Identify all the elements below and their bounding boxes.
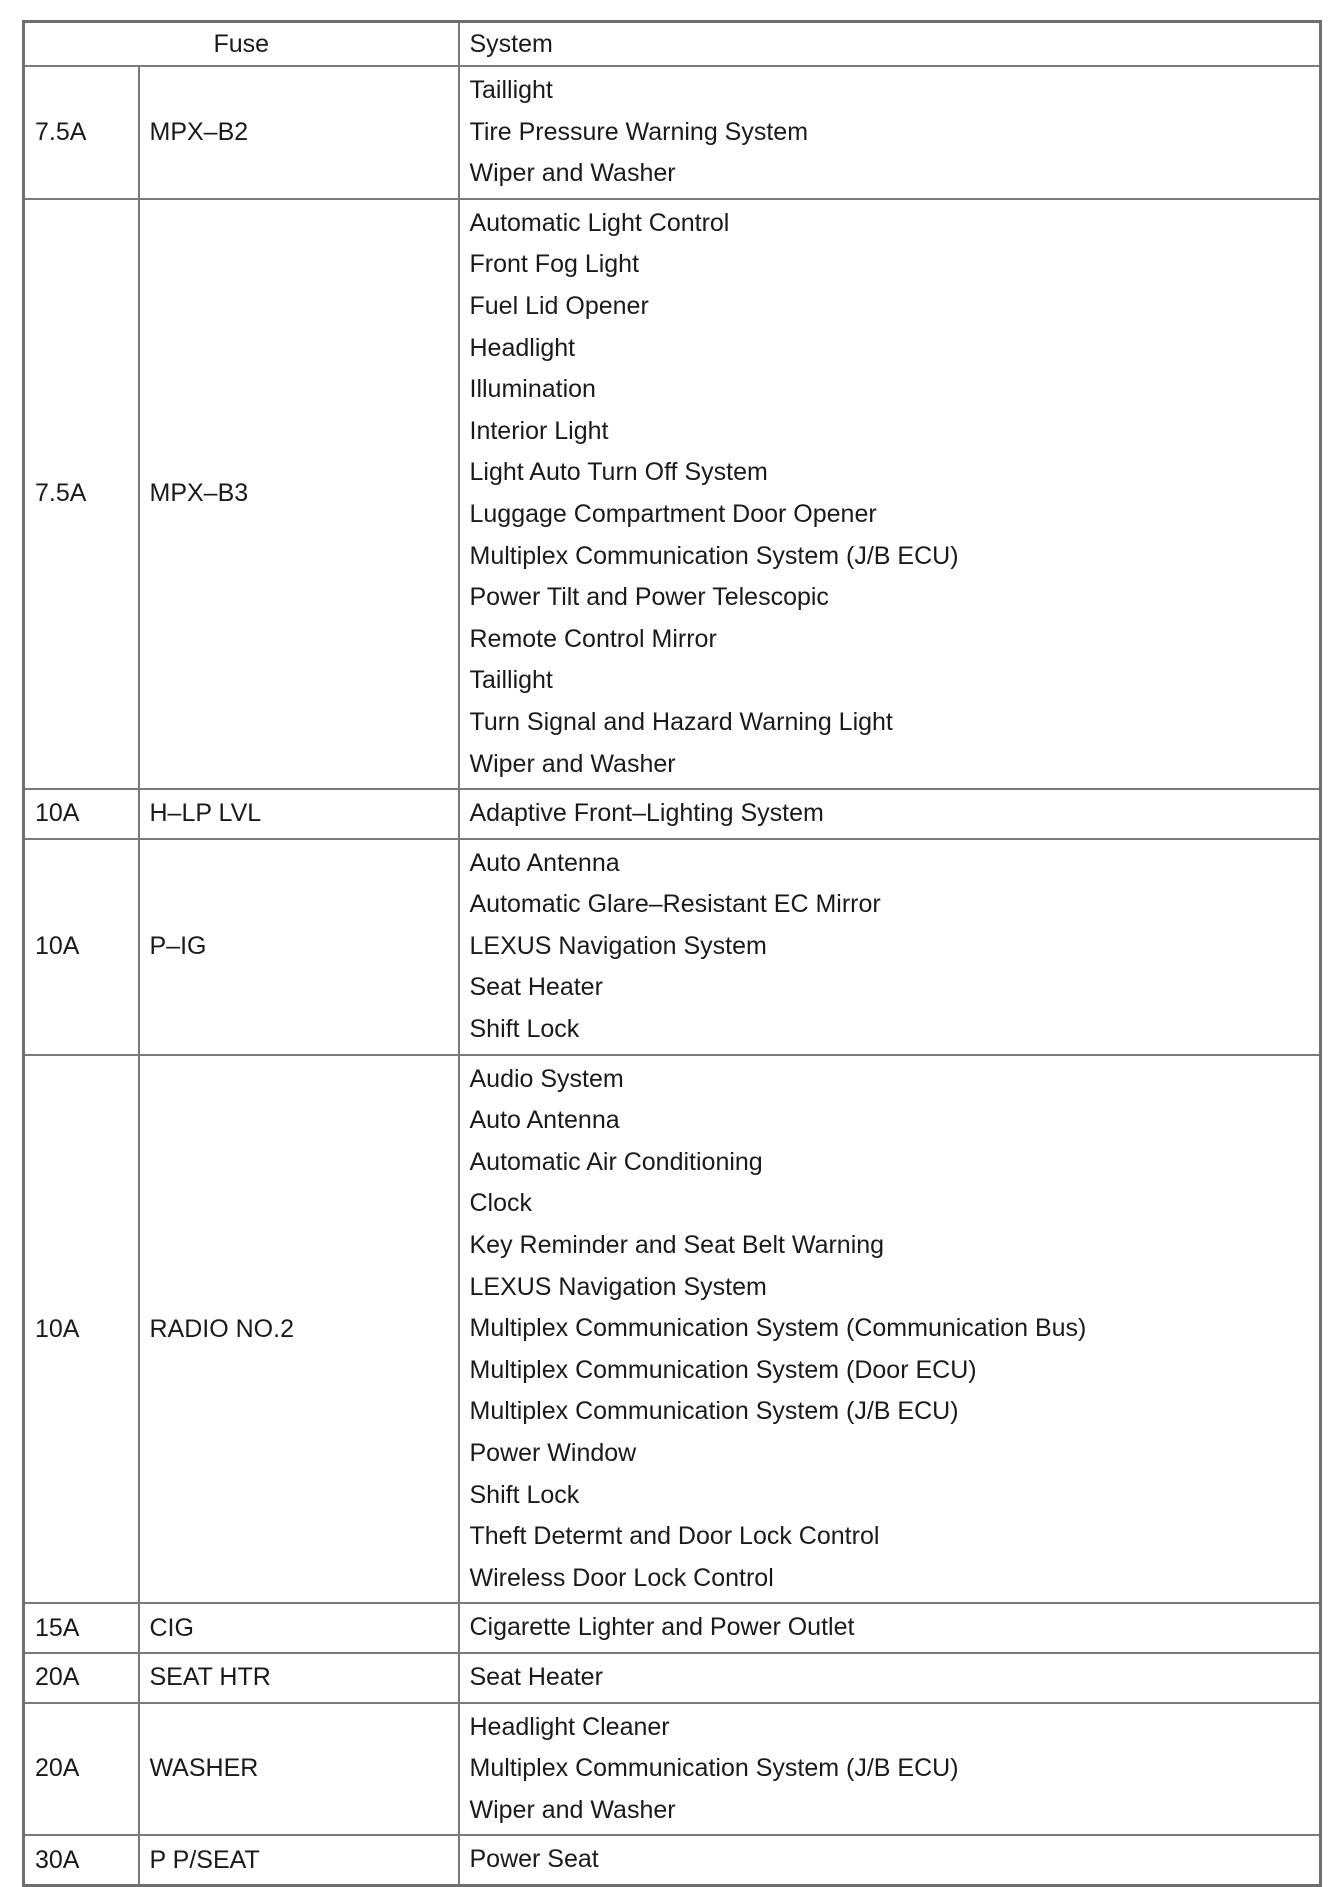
fuse-amperage: 10A [24,789,139,839]
system-list-cell [459,1055,1321,1604]
table-row [24,789,1321,839]
fuse-name: P–IG [139,839,459,1055]
fuse-table [22,20,1322,1887]
system-item: Cigarette Lighter and Power Outlet [469,1613,855,1642]
system-item: Power Seat [469,1845,599,1874]
system-item: Shift Lock [469,1015,580,1044]
system-list-cell [459,1653,1321,1703]
fuse-amperage: 10A [24,839,139,1055]
fuse-name: H–LP LVL [139,789,459,839]
system-item: Multiplex Communication System (Door ECU) [469,1355,977,1384]
table-row [24,1603,1321,1653]
system-item: Auto Antenna [469,1106,620,1135]
system-list-cell [459,1603,1321,1653]
fuse-amperage: 7.5A [24,66,139,199]
system-item: Remote Control Mirror [469,624,717,653]
system-item: LEXUS Navigation System [469,931,767,960]
fuse-amperage: 20A [24,1703,139,1836]
system-list-cell [459,199,1321,789]
system-item: Taillight [469,76,553,104]
system-item: Seat Heater [469,973,603,1002]
system-item: Interior Light [469,416,609,445]
system-item: Wiper and Washer [469,749,676,778]
system-item: Key Reminder and Seat Belt Warning [469,1231,885,1260]
system-item: Illumination [469,375,596,404]
fuse-name: SEAT HTR [139,1653,459,1703]
system-item: Seat Heater [469,1662,603,1691]
system-item: Clock [469,1189,533,1218]
system-item: Theft Determt and Door Lock Control [469,1522,880,1551]
fuse-amperage: 30A [24,1835,139,1885]
system-item: Light Auto Turn Off System [469,458,768,487]
system-list-cell [459,1835,1321,1885]
table-row [24,1653,1321,1703]
header-row [24,22,1321,67]
fuse-name: P P/SEAT [139,1835,459,1885]
system-item: Automatic Air Conditioning [469,1147,763,1176]
system-item: Auto Antenna [469,848,620,877]
table-row [24,839,1321,1055]
system-item: Multiplex Communication System (J/B ECU) [469,1397,959,1426]
system-item: Shift Lock [469,1480,580,1509]
fuse-amperage: 15A [24,1603,139,1653]
fuse-name: RADIO NO.2 [139,1055,459,1604]
fuse-amperage: 7.5A [24,199,139,789]
system-item: Wireless Door Lock Control [469,1563,774,1592]
system-item: Multiplex Communication System (J/B ECU) [469,1754,959,1783]
system-list-cell [459,839,1321,1055]
system-item: Power Window [469,1439,637,1467]
table-row [24,1055,1321,1604]
fuse-name: CIG [139,1603,459,1653]
system-list-cell [459,789,1321,839]
system-column-header: System [459,22,1321,67]
system-item: Front Fog Light [469,250,640,279]
system-list-cell [459,1703,1321,1836]
table-row [24,66,1321,199]
table-row [24,1703,1321,1836]
system-item: LEXUS Navigation System [469,1272,767,1301]
system-item: Headlight [469,333,576,362]
table-row [24,1835,1321,1885]
system-item: Audio System [469,1064,624,1093]
system-item: Automatic Light Control [469,208,730,237]
table-row [24,199,1321,789]
system-item: Automatic Glare–Resistant EC Mirror [469,890,881,919]
fuse-amperage: 20A [24,1653,139,1703]
system-item: Turn Signal and Hazard Warning Light [469,707,893,736]
system-item: Multiplex Communication System (J/B ECU) [469,541,959,570]
fuse-amperage: 10A [24,1055,139,1604]
system-item: Tire Pressure Warning System [469,117,809,146]
fuse-column-header: Fuse [24,22,459,67]
fuse-name: MPX–B3 [139,199,459,789]
system-item: Multiplex Communication System (Communication Bus) [469,1314,1087,1343]
system-item: Power Tilt and Power Telescopic [469,583,829,612]
system-item: Luggage Compartment Door Opener [469,499,877,528]
system-item: Taillight [469,666,553,695]
system-item: Adaptive Front–Lighting System [469,799,824,828]
system-item: Wiper and Washer [469,159,676,188]
system-list-cell [459,66,1321,199]
system-item: Wiper and Washer [469,1795,676,1824]
system-item: Headlight Cleaner [469,1712,670,1741]
system-item: Fuel Lid Opener [469,291,649,320]
fuse-name: WASHER [139,1703,459,1836]
fuse-table-body [24,66,1321,1885]
fuse-name: MPX–B2 [139,66,459,199]
